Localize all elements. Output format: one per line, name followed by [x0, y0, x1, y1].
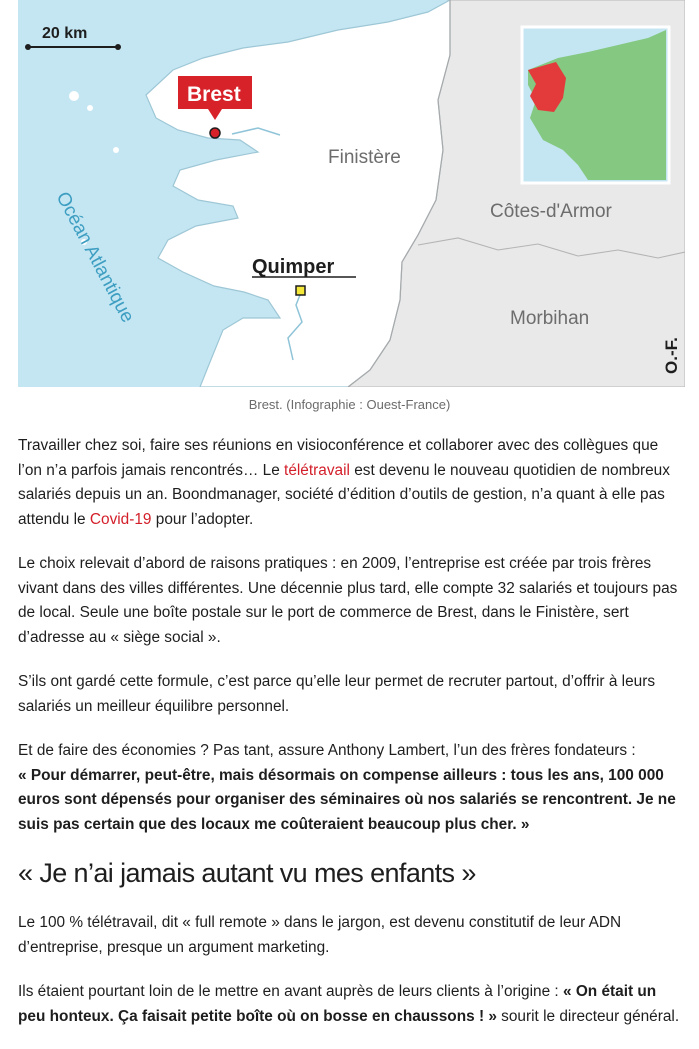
- finistere-label: Finistère: [328, 147, 401, 168]
- paragraph-text: Ils étaient pourtant loin de le mettre en avant auprès de leurs clients à l’origine :: [18, 983, 563, 1000]
- paragraph-text: pour l’adopter.: [151, 510, 254, 528]
- paragraph-3: S’ils ont gardé cette formule, c’est parce qu’elle leur permet de recruter partout, d’offrir à leurs salariés un meilleur équilibre personnel.: [18, 673, 656, 715]
- paragraph-text: est devenu le nouveau quotidien de nombreux salariés depuis un an. Boondmanager, société d’édition d’outils de gestion, n’a quant à elle pas attendu le: [18, 461, 670, 528]
- island: [87, 105, 93, 111]
- paragraph-text: Et de faire des économies ? Pas tant, assure Anthony Lambert, l’un des frères fondateurs :: [18, 742, 636, 759]
- paragraph-6: [18, 980, 686, 1029]
- article-body: [18, 434, 686, 1049]
- scale-bar-end: [115, 44, 121, 50]
- brest-label: Brest: [187, 83, 241, 106]
- map-infographic: [18, 0, 685, 387]
- inset-map: [522, 27, 669, 183]
- map-svg: [18, 0, 685, 387]
- morbihan-label: Morbihan: [510, 308, 590, 329]
- credit-label: O.-F.: [662, 337, 681, 374]
- paragraph-5: Le 100 % télétravail, dit « full remote » dans le jargon, est devenu constitutif de leur ADN d’entreprise, presque un argument marketing.: [18, 914, 622, 956]
- link-covid-19[interactable]: Covid-19: [89, 510, 152, 528]
- ocean-label: Océan Atlantique: [51, 188, 139, 327]
- paragraph-1: [18, 434, 686, 532]
- island: [113, 147, 119, 153]
- brest-marker: [210, 128, 220, 138]
- image-caption: Brest. (Infographie : Ouest-France): [248, 397, 451, 412]
- link-teletravail[interactable]: télétravail: [284, 461, 350, 479]
- island: [69, 91, 79, 101]
- section-heading: « Je n’ai jamais autant vu mes enfants »: [18, 858, 476, 888]
- ceo-quote: « On était un peu honteux. Ça faisait petite boîte où on bosse en chaussons ! »: [18, 983, 657, 1025]
- quimper-label: Quimper: [252, 256, 335, 278]
- quimper-marker: [296, 286, 305, 295]
- paragraph-4: [18, 739, 686, 837]
- founder-quote: « Pour démarrer, peut-être, mais désormais on compense ailleurs : tous les ans, 100 000 euros sont dépensés pour organiser des séminaires où nos salariés se rencontrent. Je ne suis pas certain que des locaux me coûteraient beaucoup plus cher. »: [18, 766, 676, 833]
- scale-label: 20 km: [42, 25, 88, 42]
- paragraph-text: sourit le directeur général.: [496, 1007, 680, 1025]
- paragraph-text: Travailler chez soi, faire ses réunions en visioconférence et collaborer avec des collègues que l’on n’a parfois jamais rencontrés… Le: [18, 437, 659, 479]
- scale-bar-end: [25, 44, 31, 50]
- cotes-label: Côtes-d'Armor: [490, 201, 612, 222]
- paragraph-2: Le choix relevait d’abord de raisons pratiques : en 2009, l’entreprise est créée par trois frères vivant dans des villes différentes. Une décennie plus tard, elle compte 32 salariés et toujours pas de local. Seule une boîte postale sur le port de commerce de Brest, dans le Finistère, sert d’adresse au « siège social ».: [18, 555, 678, 646]
